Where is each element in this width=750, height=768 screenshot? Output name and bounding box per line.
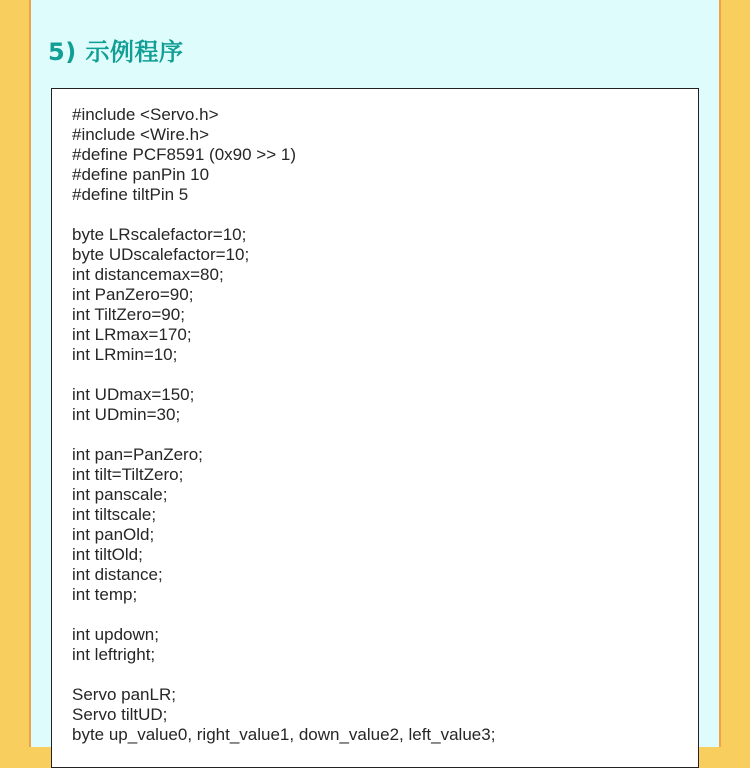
section-title: 5) 示例程序 bbox=[48, 38, 184, 66]
code-text: #include <Servo.h> #include <Wire.h> #define PCF8591 (0x90 >> 1) #define panPin 10 #define tiltPin 5 byte LRscalefactor=10; byte UDscalefactor=10; int distancemax=80; int PanZero=90; int TiltZero=90; int LRmax=170; int LRmin=10; int UDmax=150; int UDmin=30; int pan=PanZero; int tilt=TiltZero; int panscale; int tiltscale; int panOld; int tiltOld; int distance; int temp; int updown; int leftright; Servo panLR; Servo tiltUD; byte up_value0, right_value1, down_value2, left_value3; bbox=[72, 105, 496, 744]
content-panel bbox=[29, 0, 721, 747]
code-block bbox=[51, 88, 699, 768]
